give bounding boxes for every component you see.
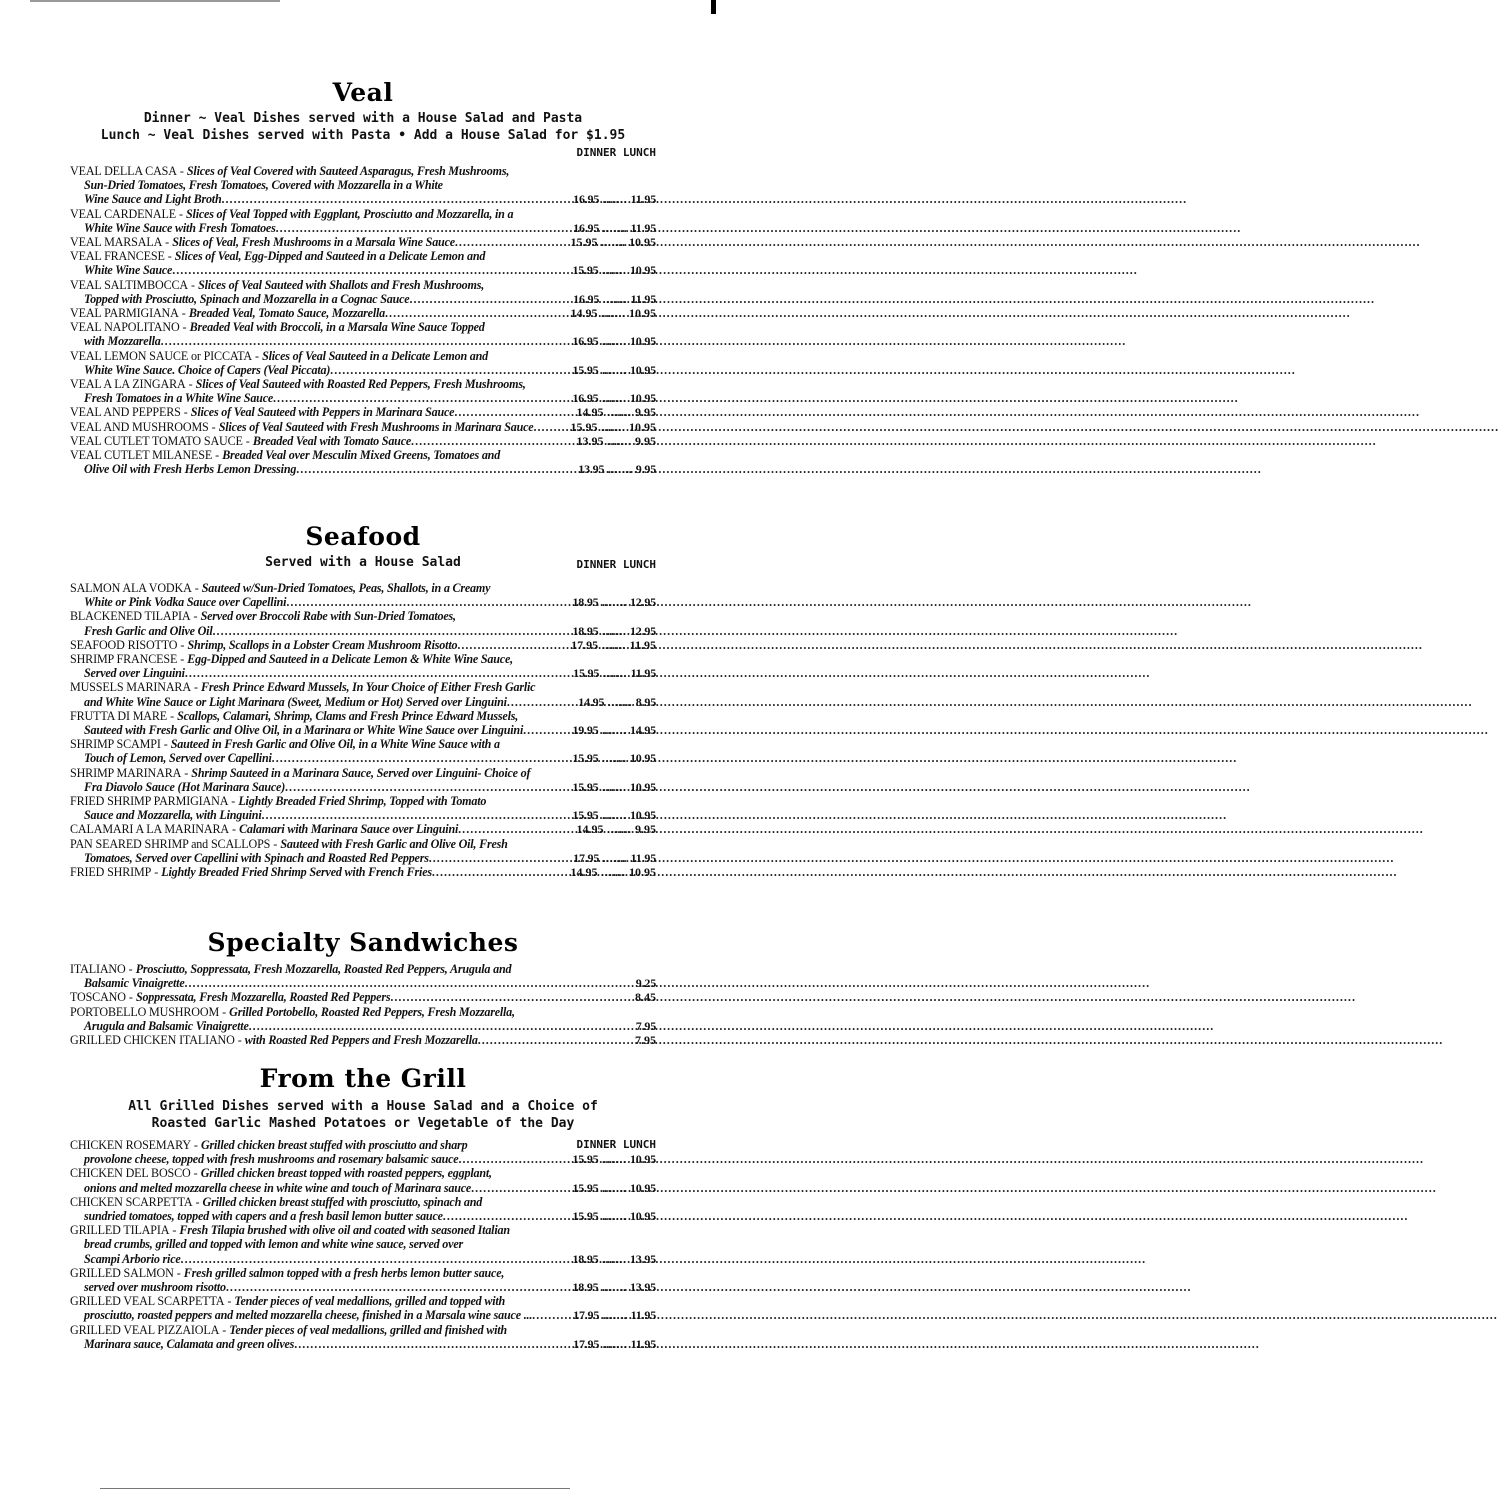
- leader-dots: [181, 1252, 573, 1266]
- item-price: 7.95: [635, 1033, 656, 1048]
- item-name: FRIED SHRIMP PARMIGIANA: [70, 794, 229, 809]
- lunch-price: 14.95: [629, 723, 656, 738]
- menu-item: SALMON ALA VODKA - Sauteed w/Sun-Dried Tomatoes, Peas, Shallots, in a Creamy White or Pink Vodka Sauce over Capellini ..... 18.95 ....... 12.95: [70, 581, 656, 609]
- leader-dots: [443, 1209, 573, 1223]
- item-description: Wine Sauce and Light Broth: [84, 192, 222, 207]
- menu-item: VEAL NAPOLITANO - Breaded Veal with Broccoli, in a Marsala Wine Sauce Topped with Mozzarella ..... 16.95 ....... 10.95: [70, 320, 656, 348]
- item-description: Olive Oil with Fresh Herbs Lemon Dressing: [84, 462, 297, 477]
- lunch-price: 12.95: [629, 595, 656, 610]
- item-name: CHICKEN SCARPETTA: [70, 1194, 193, 1209]
- item-description: Slices of Veal Sauteed with Fresh Mushrooms in Marinara Sauce: [218, 419, 534, 434]
- item-name: FRIED SHRIMP: [70, 865, 152, 880]
- leader-dots: [523, 723, 572, 737]
- veal-section: [70, 78, 656, 476]
- dinner-price: 17.95: [571, 637, 599, 652]
- lunch-price: 11.95: [630, 1308, 656, 1323]
- veal-subtitle-lunch: Lunch ~ Veal Dishes served with Pasta • Add a House Salad for $1.95: [100, 128, 626, 143]
- item-description: served over mushroom risotto: [84, 1280, 226, 1295]
- menu-item: GRILLED TILAPIA - Fresh Tilapia brushed with olive oil and coated with seasoned Italian bread crumbs, grilled and topped with lemon and white wine sauce, served over Scampi Arborio rice ..... 18.95 ....... 13.95: [70, 1223, 656, 1266]
- grill-title: From the Grill: [259, 1064, 467, 1093]
- menu-item: GRILLED VEAL SCARPETTA - Tender pieces of veal medallions, grilled and topped with prosciutto, roasted peppers and melted mozzarella cheese, finished in a Marsala wine sauce ... ..... 17.95 ....... 11.95: [70, 1294, 656, 1322]
- lunch-price: 9.95: [635, 822, 656, 837]
- leader-dots: [390, 990, 635, 1004]
- dinner-price: 19.95: [572, 723, 599, 738]
- dinner-price: 14.95: [578, 694, 605, 709]
- item-description: with Mozzarella: [84, 334, 161, 349]
- menu-item: CHICKEN ROSEMARY - Grilled chicken breast stuffed with prosciutto and sharp provolone cheese, topped with fresh mushrooms and rosemary balsamic sauce ..... 15.95 ....... 10.95: [70, 1138, 656, 1166]
- item-description: Grilled chicken breast stuffed with prosciutto and sharp: [200, 1138, 468, 1152]
- leader-dots: [409, 292, 573, 306]
- item-description: White Wine Sauce with Fresh Tomatoes: [84, 220, 276, 235]
- item-name: SEAFOOD RISOTTO: [70, 637, 178, 652]
- menu-item: SHRIMP FRANCESE - Egg-Dipped and Sauteed in a Delicate Lemon & White Wine Sauce, Served over Linguini ..... 15.95 ....... 11.95: [70, 652, 656, 680]
- item-description: Breaded Veal with Broccoli, in a Marsala Wine Sauce Topped: [189, 320, 485, 335]
- item-name: VEAL SALTIMBOCCA: [70, 277, 188, 292]
- leader-dots: [532, 1308, 573, 1322]
- lunch-price: 10.95: [629, 391, 656, 406]
- lunch-price: 10.95: [629, 1209, 656, 1224]
- leader-dots: [432, 865, 571, 879]
- lunch-price: 10.95: [629, 419, 656, 434]
- dinner-price: 15.95: [572, 1152, 599, 1167]
- leader-dots: [385, 306, 570, 320]
- leader-dots: [533, 420, 570, 434]
- menu-item: PAN SEARED SHRIMP and SCALLOPS - Sauteed with Fresh Garlic and Olive Oil, Fresh Tomatoes, Served over Capellini with Spinach and Roasted Red Peppers ..... 17.95 ....... 11.95: [70, 837, 656, 865]
- dinner-price: 15.95: [572, 751, 599, 766]
- item-description: Sun-Dried Tomatoes, Fresh Tomatoes, Covered with Mozzarella in a White: [84, 178, 443, 193]
- item-description: Tender pieces of veal medallions, grilled and topped with: [234, 1294, 506, 1309]
- menu-item: CHICKEN SCARPETTA - Grilled chicken breast stuffed with prosciutto, spinach and sundried tomatoes, topped with capers and a fresh basil lemon butter sauce ..... 15.95 ....... 10.95: [70, 1195, 656, 1223]
- item-description: Prosciutto, Soppressata, Fresh Mozzarella, Roasted Red Peppers, Arugula and: [135, 962, 512, 976]
- item-description: Sauce and Mozzarella, with Linguini: [84, 808, 262, 823]
- lunch-price: 8.95: [635, 694, 656, 709]
- item-description: Lightly Breaded Fried Shrimp Served with French Fries: [161, 865, 432, 880]
- dinner-price: 17.95: [573, 850, 600, 865]
- leader-dots: [286, 595, 572, 609]
- leader-dots: [222, 192, 574, 206]
- menu-item: VEAL A LA ZINGARA - Slices of Veal Sauteed with Roasted Red Peppers, Fresh Mushrooms, Fresh Tomatoes in a White Wine Sauce ..... 16.95 ....... 10.95: [70, 377, 656, 405]
- leader-dots: [458, 822, 576, 836]
- lunch-price: 10.95: [629, 306, 656, 321]
- scan-top-line: [30, 0, 280, 2]
- menu-item: VEAL PARMIGIANA - Breaded Veal, Tomato Sauce, Mozzarella ..... 14.95 ....... 10.95: [70, 306, 656, 320]
- item-description: Scampi Arborio rice: [84, 1251, 181, 1266]
- item-description: Slices of Veal Sauteed with Peppers in Marinara Sauce: [190, 405, 455, 420]
- lunch-price: 10.95: [629, 808, 656, 823]
- dinner-price: 18.95: [572, 1280, 599, 1295]
- item-name: VEAL A LA ZINGARA: [70, 377, 186, 392]
- lunch-price: 13.95: [629, 1280, 656, 1295]
- leader-dots: [285, 780, 572, 794]
- leader-dots: [296, 462, 578, 476]
- item-price: 8.45: [635, 990, 656, 1005]
- veal-subtitle-dinner: Dinner ~ Veal Dishes served with a House Salad and Pasta: [143, 111, 583, 126]
- scan-bottom-line: [100, 1488, 570, 1489]
- veal-items: [70, 164, 656, 476]
- item-description: Breaded Veal, Tomato Sauce, Mozzarella: [188, 306, 386, 321]
- menu-item: VEAL CUTLET MILANESE - Breaded Veal over Mesculin Mixed Greens, Tomatoes and Olive Oil with Fresh Herbs Lemon Dressing ..... 13.95 ....... 9.95: [70, 448, 656, 476]
- lunch-price: 10.95: [629, 779, 656, 794]
- menu-item: FRIED SHRIMP - Lightly Breaded Fried Shrimp Served with French Fries ..... 14.95 ....... 10.95: [70, 865, 656, 879]
- lunch-price: 12.95: [629, 623, 656, 638]
- item-description: Slices of Veal Sauteed with Shallots and Fresh Mushrooms,: [198, 277, 485, 292]
- dinner-price: 15.95: [572, 779, 599, 794]
- dinner-price: 15.95: [572, 1180, 599, 1195]
- leader-dots: [507, 695, 578, 709]
- lunch-price: 11.95: [630, 291, 656, 306]
- item-name: VEAL CARDENALE: [70, 206, 176, 221]
- dinner-price: 15.95: [570, 235, 598, 250]
- seafood-title: Seafood: [305, 522, 421, 551]
- menu-item: GRILLED SALMON - Fresh grilled salmon topped with a fresh herbs lemon butter sauce, served over mushroom risotto ..... 18.95 ....... 13.95: [70, 1266, 656, 1294]
- item-description: Breaded Veal with Tomato Sauce: [252, 433, 412, 448]
- menu-item: VEAL CUTLET TOMATO SAUCE - Breaded Veal with Tomato Sauce ..... 13.95 ....... 9.95: [70, 434, 656, 448]
- item-name: CHICKEN ROSEMARY: [70, 1138, 191, 1152]
- item-description: Touch of Lemon, Served over Capellini: [84, 751, 272, 766]
- leader-dots: [294, 1337, 573, 1351]
- item-description: Grilled chicken breast stuffed with prosciutto, spinach and: [202, 1194, 483, 1209]
- lunch-price: 11.95: [630, 1336, 656, 1351]
- leader-dots: [185, 976, 636, 990]
- leader-dots: [411, 434, 576, 448]
- item-name: GRILLED TILAPIA: [70, 1223, 170, 1238]
- item-description: White Wine Sauce. Choice of Capers (Veal Piccata): [84, 362, 331, 377]
- item-description: Shrimp, Scallops in a Lobster Cream Mushroom Risotto: [187, 637, 458, 652]
- item-name: GRILLED SALMON: [70, 1265, 174, 1280]
- item-name: VEAL NAPOLITANO: [70, 320, 180, 335]
- item-description: Balsamic Vinaigrette: [84, 976, 185, 991]
- dinner-price: 15.95: [573, 666, 600, 681]
- item-name: VEAL CUTLET MILANESE: [70, 448, 213, 463]
- seafood-items: [70, 581, 656, 879]
- item-name: FRUTTA DI MARE: [70, 708, 168, 723]
- item-name: GRILLED VEAL SCARPETTA: [70, 1294, 225, 1309]
- item-description: Fresh Prince Edward Mussels, In Your Choice of Either Fresh Garlic: [201, 680, 536, 695]
- menu-page: [0, 0, 716, 1498]
- item-name: SALMON ALA VODKA: [70, 581, 192, 595]
- lunch-price: 11.95: [630, 192, 656, 207]
- menu-item: FRIED SHRIMP PARMIGIANA - Lightly Breaded Fried Shrimp, Topped with Tomato Sauce and Mozzarella, with Linguini ..... 15.95 ....... 10.95: [70, 794, 656, 822]
- item-name: VEAL CUTLET TOMATO SAUCE: [70, 433, 243, 448]
- dinner-price: 16.95: [573, 192, 600, 207]
- dinner-price: 18.95: [572, 623, 599, 638]
- item-description: Breaded Veal over Mesculin Mixed Greens, Tomatoes and: [222, 448, 501, 463]
- grill-items: [70, 1138, 656, 1351]
- menu-item: SHRIMP SCAMPI - Sauteed in Fresh Garlic and Olive Oil, in a White Wine Sauce with a Touch of Lemon, Served over Capellini ..... 15.95 ....... 10.95: [70, 737, 656, 765]
- item-description: Topped with Prosciutto, Spinach and Mozzarella in a Cognac Sauce: [84, 291, 410, 306]
- menu-item: BLACKENED TILAPIA - Served over Broccoli Rabe with Sun-Dried Tomatoes, Fresh Garlic and Olive Oil ..... 18.95 ....... 12.95: [70, 609, 656, 637]
- item-name: VEAL AND PEPPERS: [70, 405, 181, 420]
- item-description: Fresh Tilapia brushed with olive oil and coated with seasoned Italian: [179, 1223, 510, 1238]
- leader-dots: [454, 405, 576, 419]
- dinner-price: 13.95: [578, 462, 605, 477]
- dinner-price: 15.95: [572, 1209, 599, 1224]
- item-description: Sauteed with Fresh Garlic and Olive Oil, in a Marinara or White Wine Sauce over Linguini: [84, 723, 524, 738]
- item-description: Soppressata, Fresh Mozzarella, Roasted Red Peppers: [135, 990, 391, 1005]
- dinner-price: 16.95: [572, 391, 599, 406]
- veal-columns-header: DINNER LUNCH: [576, 146, 656, 159]
- item-name: TOSCANO: [70, 990, 126, 1005]
- leader-dots: [226, 1280, 573, 1294]
- item-description: onions and melted mozzarella cheese in white wine and touch of Marinara sauce: [84, 1180, 472, 1195]
- menu-item: VEAL DELLA CASA - Slices of Veal Covered with Sauteed Asparagus, Fresh Mushrooms, Sun-Dried Tomatoes, Fresh Tomatoes, Covered with Mozzarella in a White Wine Sauce and Light Broth ..... 16.95 ....... 11.95: [70, 164, 656, 207]
- lunch-price: 13.95: [629, 1251, 656, 1266]
- leader-dots: [185, 666, 573, 680]
- dinner-price: 18.95: [572, 1251, 599, 1266]
- dinner-price: 17.95: [573, 1308, 600, 1323]
- menu-item: VEAL SALTIMBOCCA - Slices of Veal Sauteed with Shallots and Fresh Mushrooms, Topped with Prosciutto, Spinach and Mozzarella in a Cognac Sauce ..... 16.95 ....... 11.95: [70, 278, 656, 306]
- veal-title: Veal: [332, 78, 394, 107]
- item-description: bread crumbs, grilled and topped with lemon and white wine sauce, served over: [84, 1237, 463, 1252]
- item-description: Shrimp Sauteed in a Marinara Sauce, Served over Linguini- Choice of: [191, 765, 531, 780]
- leader-dots: [273, 391, 572, 405]
- item-name: MUSSELS MARINARA: [70, 680, 191, 695]
- item-description: Tomatoes, Served over Capellini with Spinach and Roasted Red Peppers: [84, 850, 429, 865]
- item-name: CALAMARI A LA MARINARA: [70, 822, 229, 837]
- seafood-subtitle: Served with a House Salad: [265, 555, 461, 570]
- item-name: GRILLED CHICKEN ITALIANO: [70, 1033, 235, 1048]
- lunch-price: 9.95: [635, 433, 656, 448]
- item-description: Fresh Tomatoes in a White Wine Sauce: [84, 391, 274, 406]
- leader-dots: [261, 808, 572, 822]
- item-name: GRILLED VEAL PIZZAIOLA: [70, 1322, 220, 1337]
- grill-columns-header: DINNER LUNCH: [576, 1138, 656, 1151]
- menu-item: VEAL CARDENALE - Slices of Veal Topped with Eggplant, Prosciutto and Mozzarella, in a White Wine Sauce with Fresh Tomatoes ..... 16.95 ....... 11.95: [70, 207, 656, 235]
- dinner-price: 15.95: [572, 263, 599, 278]
- item-description: Sauteed in Fresh Garlic and Olive Oil, in a White Wine Sauce with a: [170, 737, 500, 752]
- item-description: Marinara sauce, Calamata and green olives: [84, 1336, 295, 1351]
- item-name: ITALIANO: [70, 962, 126, 976]
- lunch-price: 11.95: [629, 637, 656, 652]
- menu-item: VEAL AND PEPPERS - Slices of Veal Sauteed with Peppers in Marinara Sauce ..... 14.95 ....... 9.95: [70, 405, 656, 419]
- leader-dots: [478, 1033, 635, 1047]
- item-description: Sauteed with Fresh Garlic and Olive Oil, Fresh: [280, 836, 508, 851]
- item-name: VEAL FRANCESE: [70, 249, 165, 264]
- grill-section: [70, 1064, 656, 1351]
- item-name: VEAL AND MUSHROOMS: [70, 419, 209, 434]
- dinner-price: 13.95: [576, 433, 604, 448]
- dinner-price: 18.95: [572, 595, 599, 610]
- item-description: prosciutto, roasted peppers and melted mozzarella cheese, finished in a Marsala wine sauce ...: [84, 1308, 533, 1323]
- dinner-price: 16.95: [573, 291, 600, 306]
- item-description: White Wine Sauce: [84, 263, 173, 278]
- item-price: 9.25: [635, 976, 656, 991]
- leader-dots: [161, 334, 573, 348]
- item-description: Grilled Portobello, Roasted Red Peppers, Fresh Mozzarella,: [229, 1004, 515, 1019]
- item-name: PAN SEARED SHRIMP and SCALLOPS: [70, 836, 271, 851]
- menu-item: CALAMARI A LA MARINARA - Calamari with Marinara Sauce over Linguini ..... 14.95 ....... 9.95: [70, 822, 656, 836]
- item-name: VEAL MARSALA: [70, 235, 163, 250]
- grill-subtitle-2: Roasted Garlic Mashed Potatoes or Vegetable of the Day: [151, 1116, 575, 1131]
- item-description: Lightly Breaded Fried Shrimp, Topped with Tomato: [238, 794, 487, 809]
- leader-dots: [172, 263, 572, 277]
- dinner-price: 17.95: [573, 1336, 600, 1351]
- menu-item: SHRIMP MARINARA - Shrimp Sauteed in a Marinara Sauce, Served over Linguini- Choice of Fra Diavolo Sauce (Hot Marinara Sauce) ..... 15.95 ....... 10.95: [70, 766, 656, 794]
- seafood-section: [70, 522, 656, 879]
- lunch-price: 10.95: [629, 235, 656, 250]
- lunch-price: 9.95: [635, 405, 656, 420]
- lunch-price: 10.95: [629, 1180, 656, 1195]
- item-name: PORTOBELLO MUSHROOM: [70, 1004, 220, 1019]
- lunch-price: 10.95: [629, 263, 656, 278]
- item-name: SHRIMP FRANCESE: [70, 652, 178, 667]
- item-description: Fresh grilled salmon topped with a fresh herbs lemon butter sauce,: [183, 1265, 505, 1280]
- item-description: Scallops, Calamari, Shrimp, Clams and Fresh Prince Edward Mussels,: [177, 708, 519, 723]
- item-name: VEAL DELLA CASA: [70, 164, 177, 178]
- leader-dots: [249, 1019, 636, 1033]
- item-description: Served over Broccoli Rabe with Sun-Dried Tomatoes,: [200, 609, 456, 624]
- menu-item: VEAL LEMON SAUCE or PICCATA - Slices of Veal Sauteed in a Delicate Lemon and White Wine Sauce. Choice of Capers (Veal Piccata) ..... 15.95 ....... 10.95: [70, 349, 656, 377]
- scan-edge-mark: [711, 0, 716, 14]
- leader-dots: [458, 1152, 572, 1166]
- sandwiches-title: Specialty Sandwiches: [207, 928, 519, 957]
- lunch-price: 10.95: [629, 751, 656, 766]
- item-name: SHRIMP MARINARA: [70, 765, 182, 780]
- item-description: Slices of Veal Covered with Sauteed Asparagus, Fresh Mushrooms,: [186, 164, 510, 178]
- leader-dots: [213, 624, 573, 638]
- dinner-price: 14.95: [570, 306, 598, 321]
- item-description: Served over Linguini: [84, 666, 185, 681]
- item-description: Sauteed w/Sun-Dried Tomatoes, Peas, Shallots, in a Creamy: [201, 581, 491, 595]
- leader-dots: [429, 851, 573, 865]
- item-description: Slices of Veal, Egg-Dipped and Sauteed in a Delicate Lemon and: [174, 249, 486, 264]
- item-description: White or Pink Vodka Sauce over Capellini: [84, 595, 287, 610]
- sandwiches-section: [70, 928, 656, 1047]
- leader-dots: [272, 751, 573, 765]
- item-description: Egg-Dipped and Sauteed in a Delicate Lemon & White Wine Sauce,: [187, 652, 513, 667]
- lunch-price: 10.95: [629, 1152, 656, 1167]
- dinner-price: 15.95: [570, 419, 598, 434]
- item-description: Fresh Garlic and Olive Oil: [84, 623, 213, 638]
- leader-dots: [471, 1181, 572, 1195]
- item-description: and White Wine Sauce or Light Marinara (Sweet, Medium or Hot) Served over Linguini: [84, 694, 507, 709]
- dinner-price: 15.95: [572, 808, 599, 823]
- dinner-price: 16.95: [573, 220, 600, 235]
- item-name: SHRIMP SCAMPI: [70, 737, 161, 752]
- item-description: Slices of Veal Topped with Eggplant, Prosciutto and Mozzarella, in a: [186, 206, 514, 221]
- menu-item: CHICKEN DEL BOSCO - Grilled chicken breast topped with roasted peppers, eggplant, onions and melted mozzarella cheese in white wine and touch of Marinara sauce ..... 15.95 ....... 10.95: [70, 1166, 656, 1194]
- item-name: BLACKENED TILAPIA: [70, 609, 191, 624]
- item-description: Slices of Veal Sauteed in a Delicate Lemon and: [262, 348, 489, 363]
- dinner-price: 16.95: [572, 334, 599, 349]
- dinner-price: 14.95: [576, 822, 604, 837]
- dinner-price: 15.95: [572, 362, 599, 377]
- item-name: VEAL LEMON SAUCE or PICCATA: [70, 348, 252, 363]
- lunch-price: 10.95: [629, 362, 656, 377]
- item-description: Slices of Veal, Fresh Mushrooms in a Marsala Wine Sauce: [172, 235, 455, 250]
- lunch-price: 11.95: [630, 850, 656, 865]
- menu-item: VEAL AND MUSHROOMS - Slices of Veal Sauteed with Fresh Mushrooms in Marinara Sauce ..... 15.95 ....... 10.95: [70, 420, 656, 434]
- lunch-price: 10.95: [629, 865, 656, 880]
- leader-dots: [455, 235, 571, 249]
- leader-dots: [330, 363, 572, 377]
- item-description: sundried tomatoes, topped with capers and a fresh basil lemon butter sauce: [84, 1209, 443, 1224]
- menu-item: VEAL FRANCESE - Slices of Veal, Egg-Dipped and Sauteed in a Delicate Lemon and White Wine Sauce ..... 15.95 ....... 10.95: [70, 249, 656, 277]
- lunch-price: 11.95: [630, 666, 656, 681]
- lunch-price: 10.95: [629, 334, 656, 349]
- menu-item: PORTOBELLO MUSHROOM - Grilled Portobello, Roasted Red Peppers, Fresh Mozzarella, Arugula and Balsamic Vinaigrette ..... 7.95: [70, 1005, 656, 1033]
- item-description: Slices of Veal Sauteed with Roasted Red Peppers, Fresh Mushrooms,: [195, 377, 526, 392]
- item-name: CHICKEN DEL BOSCO: [70, 1166, 191, 1181]
- menu-item: GRILLED CHICKEN ITALIANO - with Roasted Red Peppers and Fresh Mozzarella ..... 7.95: [70, 1033, 656, 1047]
- lunch-price: 11.95: [630, 220, 656, 235]
- item-description: provolone cheese, topped with fresh mushrooms and rosemary balsamic sauce: [84, 1152, 459, 1167]
- menu-item: MUSSELS MARINARA - Fresh Prince Edward Mussels, In Your Choice of Either Fresh Garlic and White Wine Sauce or Light Marinara (Sweet, Medium or Hot) Served over Linguini ..... 14.95 ....... 8.95: [70, 680, 656, 708]
- item-name: VEAL PARMIGIANA: [70, 306, 179, 321]
- item-price: 7.95: [635, 1018, 656, 1033]
- leader-dots: [276, 221, 574, 235]
- item-description: with Roasted Red Peppers and Fresh Mozzarella: [244, 1033, 478, 1048]
- leader-dots: [457, 638, 571, 652]
- menu-item: TOSCANO - Soppressata, Fresh Mozzarella, Roasted Red Peppers ..... 8.45: [70, 990, 656, 1004]
- dinner-price: 14.95: [570, 865, 598, 880]
- grill-subtitle-1: All Grilled Dishes served with a House Salad and a Choice of: [128, 1099, 598, 1114]
- menu-item: FRUTTA DI MARE - Scallops, Calamari, Shrimp, Clams and Fresh Prince Edward Mussels, Sauteed with Fresh Garlic and Olive Oil, in a Marinara or White Wine Sauce over Linguini ..... 19.95 ....... 14.95: [70, 709, 656, 737]
- item-description: Fra Diavolo Sauce (Hot Marinara Sauce): [84, 779, 286, 794]
- item-description: Grilled chicken breast topped with roasted peppers, eggplant,: [200, 1166, 492, 1181]
- item-description: Tender pieces of veal medallions, grilled and finished with: [229, 1322, 507, 1337]
- menu-item: ITALIANO - Prosciutto, Soppressata, Fresh Mozzarella, Roasted Red Peppers, Arugula and Balsamic Vinaigrette ..... 9.25: [70, 962, 656, 990]
- dinner-price: 14.95: [576, 405, 604, 420]
- seafood-columns-header: DINNER LUNCH: [576, 558, 656, 571]
- menu-item: SEAFOOD RISOTTO - Shrimp, Scallops in a Lobster Cream Mushroom Risotto ..... 17.95 ....... 11.95: [70, 638, 656, 652]
- item-description: Arugula and Balsamic Vinaigrette: [84, 1018, 249, 1033]
- menu-item: GRILLED VEAL PIZZAIOLA - Tender pieces of veal medallions, grilled and finished with Marinara sauce, Calamata and green olives ..... 17.95 ....... 11.95: [70, 1323, 656, 1351]
- sandwiches-items: [70, 962, 656, 1047]
- lunch-price: 9.95: [635, 462, 656, 477]
- item-description: Calamari with Marinara Sauce over Linguini: [239, 822, 459, 837]
- menu-item: VEAL MARSALA - Slices of Veal, Fresh Mushrooms in a Marsala Wine Sauce ..... 15.95 ....... 10.95: [70, 235, 656, 249]
